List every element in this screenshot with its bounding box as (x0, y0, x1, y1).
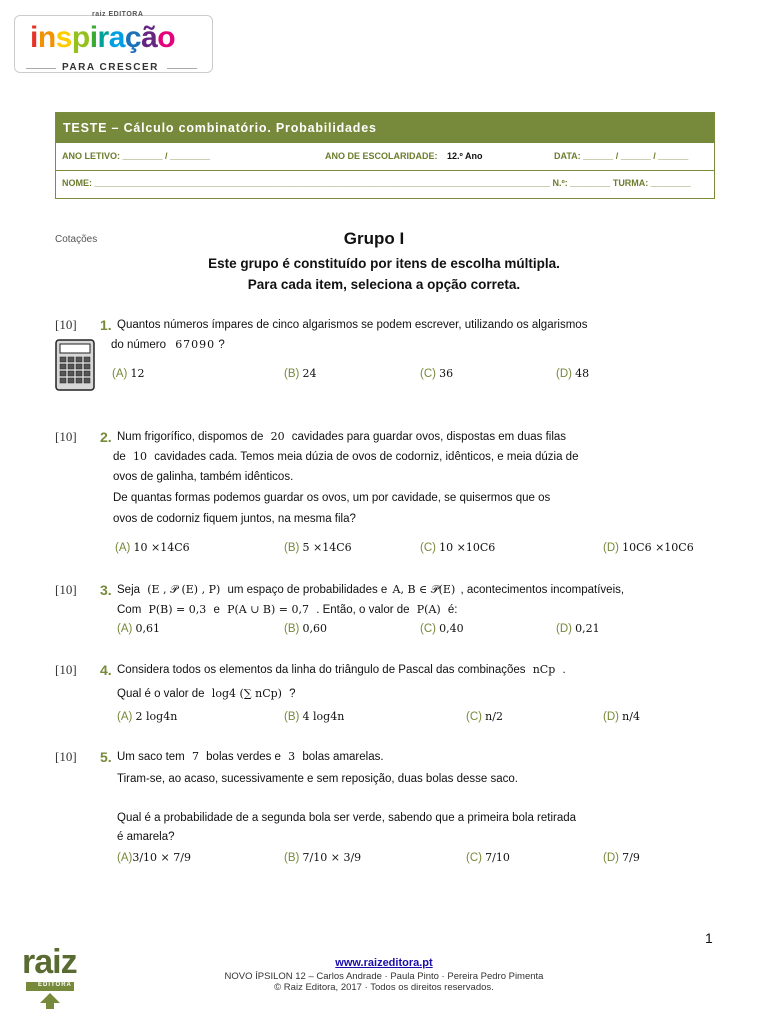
nome-field: NOME: ___________________________________________________________________________________________ N.º: ________ TURMA: ________ (62, 178, 691, 188)
math-number: 10 (133, 450, 147, 463)
math-number: 20 (270, 430, 285, 443)
option-d: (D) n/4 (603, 710, 640, 723)
question-score: [10] (55, 749, 77, 764)
question-score: [10] (55, 582, 77, 597)
option-d: (D) 10C6 ×10C6 (603, 541, 694, 554)
group-title: Grupo I (343, 229, 405, 248)
math-number: 7 (191, 750, 199, 763)
option-d: (D) 48 (556, 367, 590, 380)
option-c: (C) 0,40 (420, 622, 464, 635)
question-number: 5. (100, 749, 112, 765)
question-text: de (113, 451, 126, 463)
question-score: [10] (55, 317, 77, 332)
question-number: 1. (100, 317, 112, 333)
question-text: De quantas formas podemos guardar os ovos, um por cavidade, se quisermos que os (113, 492, 551, 504)
question-text: é: (447, 604, 458, 616)
question-text: Um saco tem (117, 751, 185, 763)
option-b: (B) 4 log4n (284, 710, 345, 723)
question-text: e (213, 604, 220, 616)
group-intro-line1: Este grupo é constituído por itens de escolha múltipla. (208, 256, 560, 271)
math-expression: P(A) (416, 603, 441, 616)
option-b: (B) 0,60 (284, 622, 328, 635)
logo-letter: ç (124, 21, 142, 54)
question-score: [10] (55, 662, 77, 677)
math-expression: (E , 𝒫 (E) , P) (147, 583, 221, 596)
question-number: 2. (100, 429, 112, 445)
question-text: um espaço de probabilidades e (227, 584, 388, 596)
option-d: (D) 7/9 (603, 851, 640, 864)
option-b: (B) 24 (284, 367, 317, 380)
header-title-bar (56, 113, 714, 143)
option-b: (B) 7/10 × 3/9 (284, 851, 362, 864)
option-a: (A) 12 (112, 367, 145, 380)
question-text: , acontecimentos incompatíveis, (460, 584, 625, 596)
question-text: bolas amarelas. (302, 751, 384, 763)
option-c: (C) n/2 (466, 710, 503, 723)
logo-letter: p (71, 21, 90, 54)
raiz-logo-subtitle: EDITORA (38, 982, 72, 988)
logo-divider-right (167, 68, 197, 69)
question-text: Considera todos os elementos da linha do triângulo de Pascal das combinações (117, 664, 526, 676)
option-c: (C) 10 ×10C6 (420, 541, 496, 554)
question-text: Seja (117, 584, 141, 596)
logo-letter: i (30, 21, 38, 54)
question-text: Qual é o valor de (117, 688, 205, 700)
question-text: é amarela? (117, 831, 175, 843)
question-text: cavidades para guardar ovos, dispostas em duas filas (291, 431, 567, 443)
question-text: . Então, o valor de (316, 604, 410, 616)
ano-letivo-field: ANO LETIVO: ________ / ________ (62, 151, 211, 161)
logo-letter: a (108, 21, 125, 54)
question-text: bolas verdes e (206, 751, 281, 763)
question-text: ovos de codorniz fiquem juntos, na mesma fila? (113, 513, 356, 525)
ano-escolaridade-value: 12.º Ano (447, 151, 483, 161)
option-a: (A) 0,61 (117, 622, 161, 635)
option-c: (C) 7/10 (466, 851, 510, 864)
question-text: cavidades cada. Temos meia dúzia de ovos de codorniz, idênticos, e meia dúzia de (154, 451, 579, 463)
footer-copyright: © Raiz Editora, 2017 · Todos os direitos reservados. (274, 982, 494, 993)
logo-letter: s (55, 21, 72, 54)
logo-letter: i (89, 21, 98, 54)
logo-brand: raiz EDITORA (92, 11, 144, 18)
question-text: Quantos números ímpares de cinco algarismos se podem escrever, utilizando os algarismos (117, 319, 588, 331)
logo-letter: o (157, 21, 176, 54)
math-expression: nCp (532, 663, 556, 676)
math-expression: P(B) = 0,3 (148, 603, 207, 616)
cotacoes-label: Cotações (55, 234, 98, 245)
question-text: Num frigorífico, dispomos de (117, 431, 264, 443)
arrow-up-icon (38, 992, 62, 1015)
question-text: ovos de galinha, também idênticos. (113, 471, 294, 483)
option-a: (A) 2 log4n (117, 710, 178, 723)
question-score: [10] (55, 429, 77, 444)
group-intro-line2: Para cada item, seleciona a opção correta. (247, 277, 521, 292)
option-c: (C) 36 (420, 367, 454, 380)
math-expression: A, B ∈ 𝒫(E) (392, 583, 456, 596)
math-expression: P(A ∪ B) = 0,7 (227, 603, 310, 616)
logo-letter: r (97, 21, 109, 54)
math-number: 3 (288, 750, 296, 763)
option-d: (D) 0,21 (556, 622, 600, 635)
logo-letter: n (37, 21, 56, 54)
option-b: (B) 5 ×14C6 (284, 541, 352, 554)
publisher-website-link[interactable]: www.raizeditora.pt (335, 957, 433, 969)
logo-wordmark (30, 21, 175, 55)
test-header-table (55, 112, 715, 199)
question-text: Com (117, 604, 142, 616)
option-a: (A)3/10 × 7/9 (117, 851, 191, 864)
question-number: 4. (100, 662, 112, 678)
math-expression: log4 (∑ nCp) (211, 687, 282, 700)
logo-subtitle: PARA CRESCER (62, 62, 159, 73)
test-title: TESTE – Cálculo combinatório. Probabilidades (63, 121, 377, 135)
question-text: do número (111, 339, 166, 351)
footer-authors: NOVO ÍPSILON 12 – Carlos Andrade · Paula Pinto · Pereira Pedro Pimenta (224, 971, 544, 982)
data-field: DATA: ______ / ______ / ______ (554, 151, 689, 161)
question-text: . (562, 664, 566, 676)
logo-letter: ã (141, 21, 158, 54)
raiz-logo: raiz (22, 943, 77, 981)
question-text: Qual é a probabilidade de a segunda bola ser verde, sabendo que a primeira bola retirada (117, 812, 577, 824)
question-number: 3. (100, 582, 112, 598)
question-text: ? (289, 688, 296, 700)
question-text: ? (218, 339, 225, 351)
page-number: 1 (705, 930, 713, 946)
ano-escolaridade-label: ANO DE ESCOLARIDADE: (325, 151, 438, 161)
option-a: (A) 10 ×14C6 (115, 541, 190, 554)
math-number: 67090 (175, 338, 216, 351)
question-text: Tiram-se, ao acaso, sucessivamente e sem reposição, duas bolas desse saco. (117, 773, 518, 785)
header-row-school-year (56, 143, 714, 171)
header-row-student (56, 171, 714, 198)
logo-divider-left (26, 68, 56, 69)
calculator-icon (55, 339, 95, 398)
